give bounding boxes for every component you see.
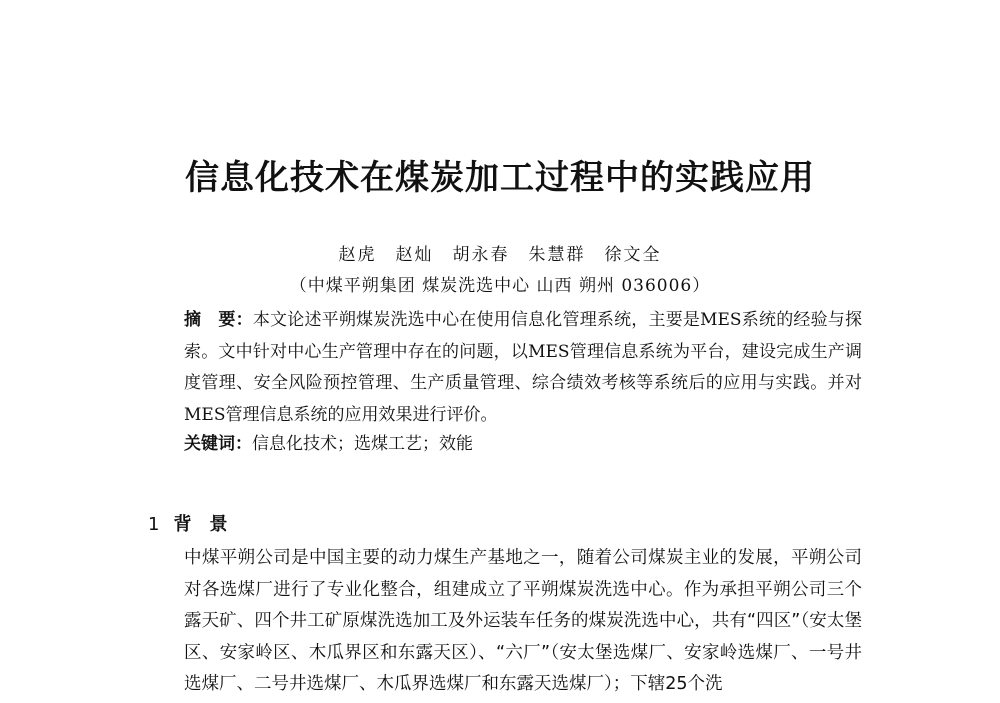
- section-heading: [148, 510, 245, 536]
- abstract-block: [148, 305, 862, 431]
- abstract-text: 本文论述平朔煤炭洗选中心在使用信息化管理系统，主要是MES系统的经验与探索。文中针对中心生产管理中存在的问题，以MES管理信息系统为平台，建设完成生产调度管理、安全风险预控管理、生产质量管理、综合绩效考核等系统后的应用与实践。并对MES管理信息系统的应用效果进行评价。: [184, 310, 863, 425]
- keywords-block: [184, 431, 473, 457]
- paper-title: 信息化技术在煤炭加工过程中的实践应用: [185, 158, 815, 198]
- abstract-label: 摘 要：: [184, 310, 253, 330]
- author-list: 赵虎 赵灿 胡永春 朱慧群 徐文全: [338, 245, 662, 265]
- keywords-label: 关键词：: [184, 434, 252, 454]
- keywords-text: 信息化技术；选煤工艺；效能: [252, 434, 473, 454]
- section-body: [148, 543, 862, 701]
- section-title: 背景: [173, 514, 246, 535]
- section-number: 1: [148, 514, 160, 535]
- body-paragraph: 中煤平朔公司是中国主要的动力煤生产基地之一，随着公司煤炭主业的发展，平朔公司对各选煤厂进行了专业化整合，组建成立了平朔煤炭洗选中心。作为承担平朔公司三个露天矿、四个井工矿原煤洗选加工及外运装车任务的煤炭洗选中心，共有“四区”（安太堡区、安家岭区、木瓜界区和东露天区）、“六厂”（安太堡选煤厂、安家岭选煤厂、一号井选煤厂、二号井选煤厂、木瓜界选煤厂和东露天选煤厂）；下辖25个洗: [184, 548, 862, 694]
- author-affiliation: （中煤平朔集团 煤炭洗选中心 山西 朔州 036006）: [289, 276, 711, 296]
